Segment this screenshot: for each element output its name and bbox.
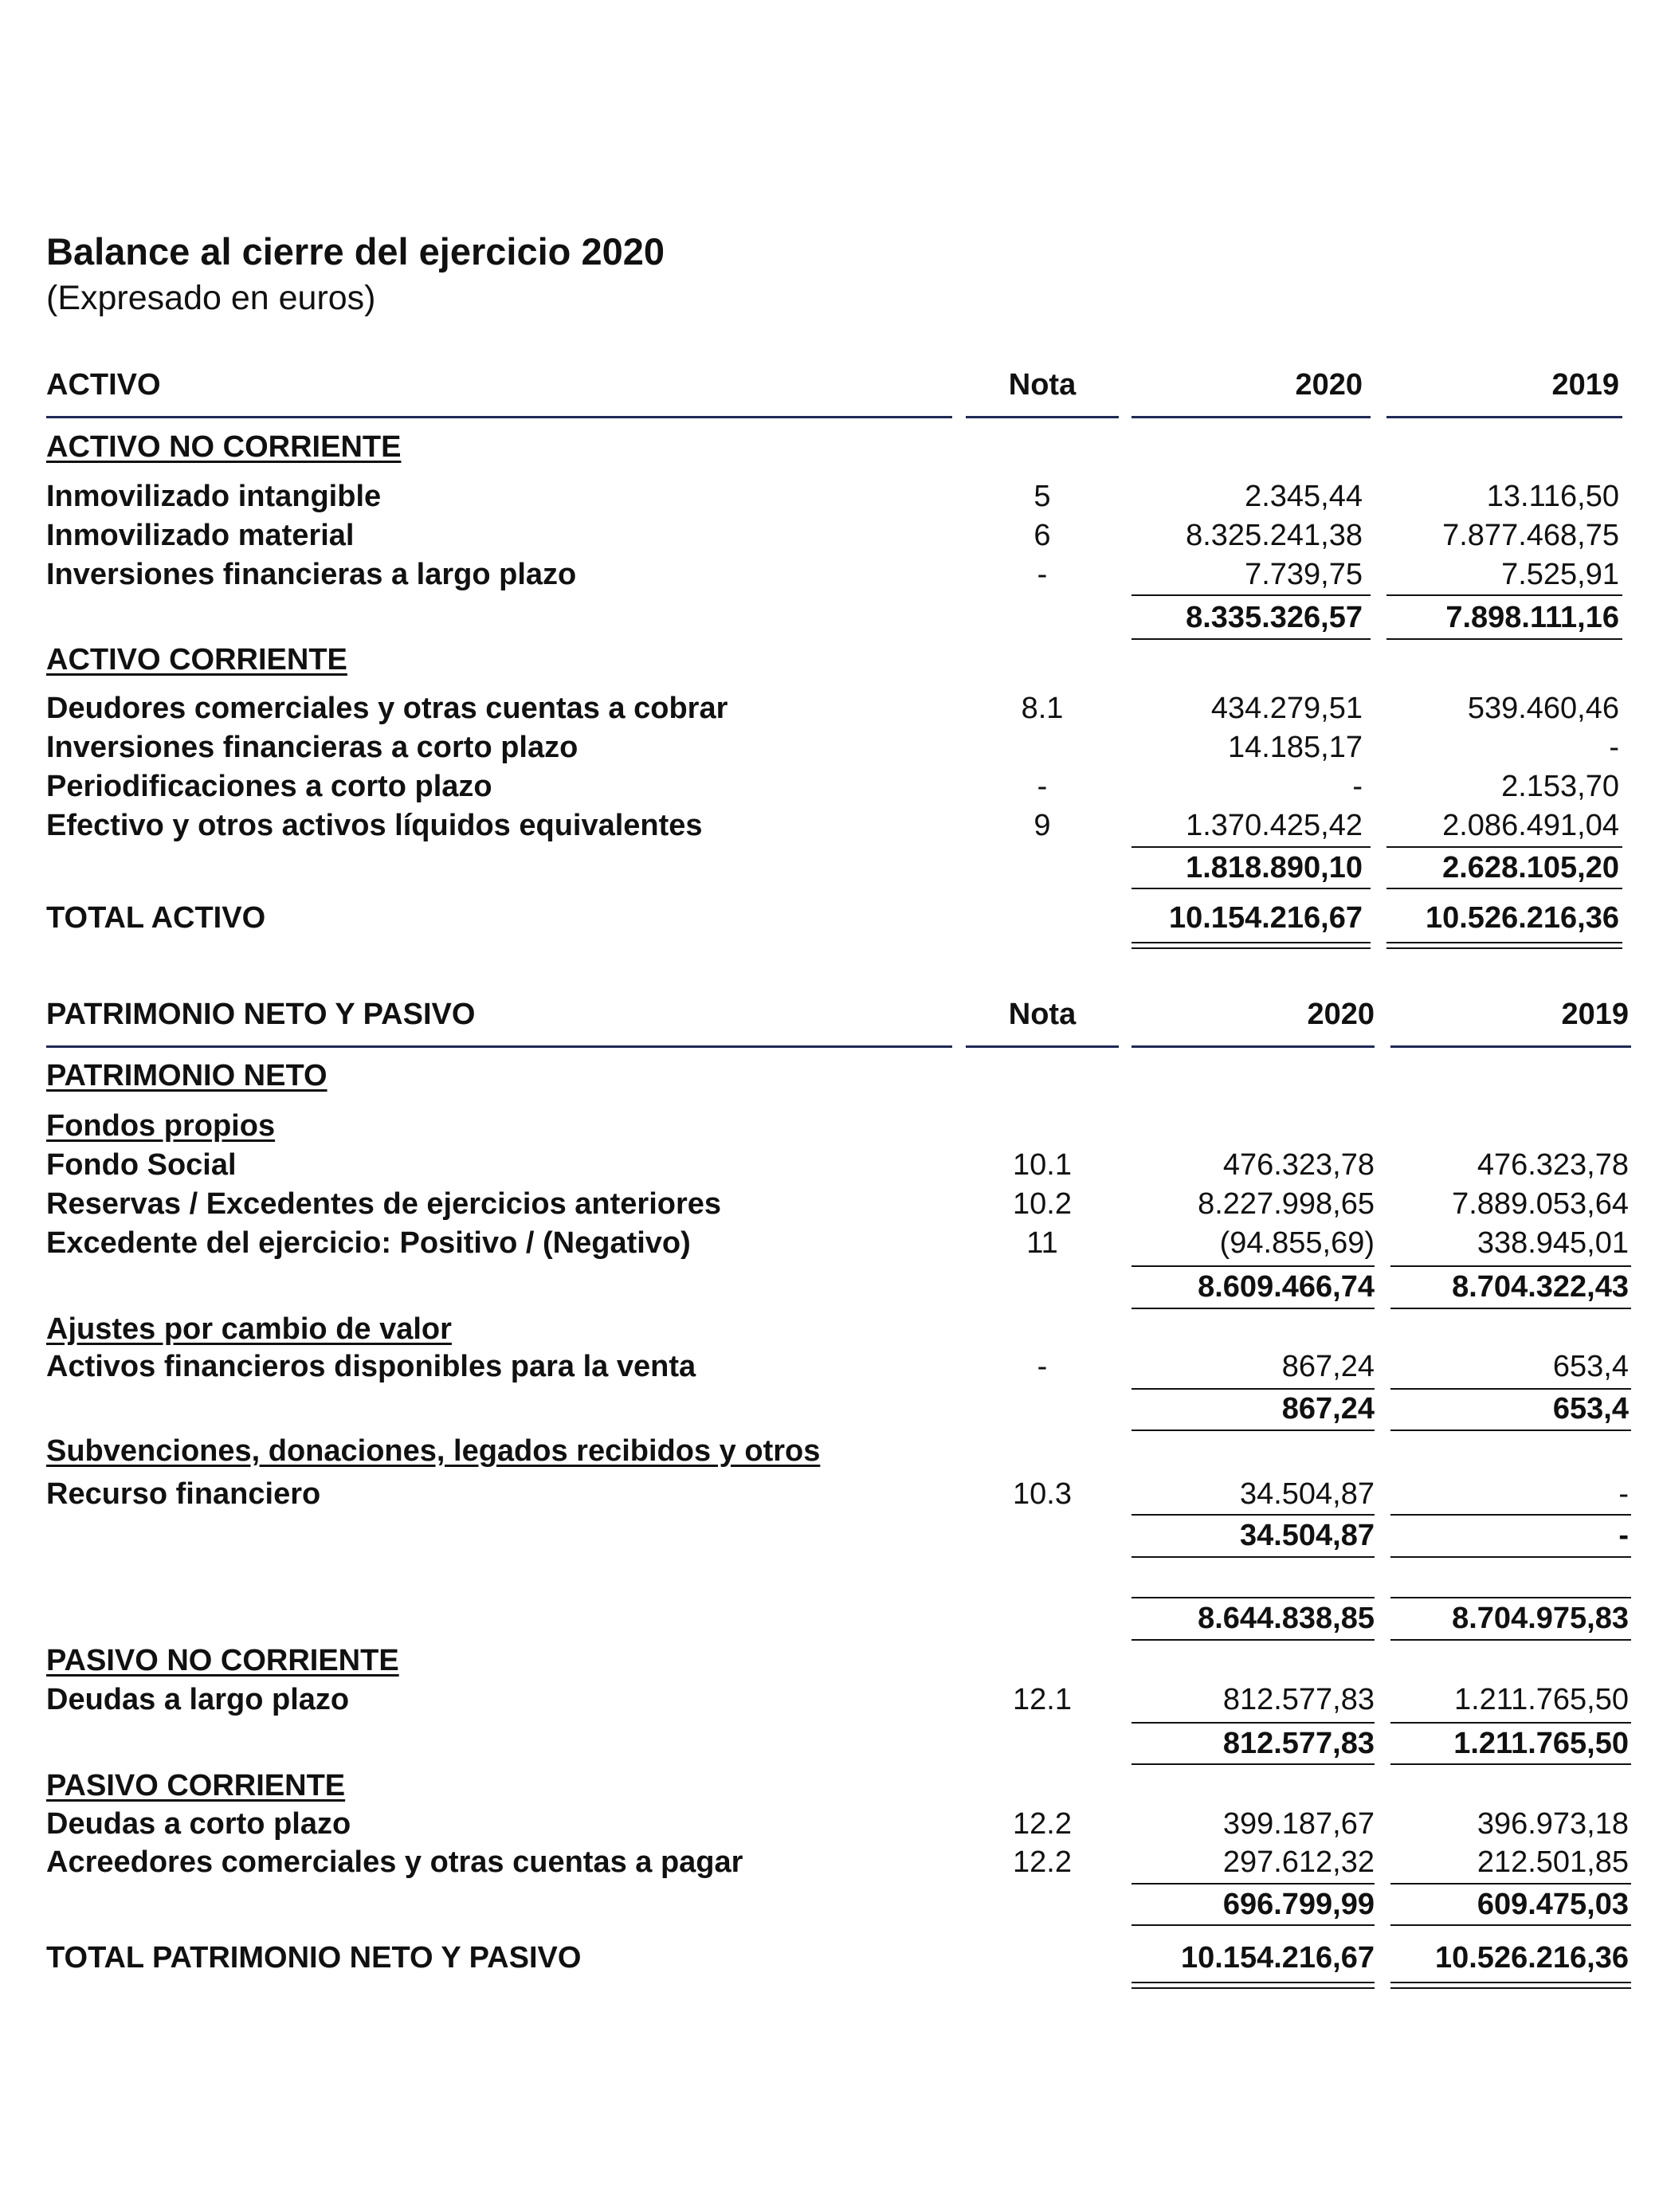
header-rule bbox=[1131, 1045, 1375, 1048]
subtotal-row bbox=[0, 1724, 1659, 1763]
row-nota: 10.3 bbox=[1013, 1477, 1072, 1511]
row-nota: 10.1 bbox=[1013, 1148, 1072, 1182]
subtotal-2019: 8.704.322,43 bbox=[1452, 1270, 1629, 1304]
row-value-2020: 34.504,87 bbox=[1239, 1477, 1375, 1511]
subtotal-underline bbox=[1131, 1924, 1375, 1926]
row-value-2020: 8.325.241,38 bbox=[1186, 519, 1363, 552]
row-value-2019: 338.945,01 bbox=[1477, 1226, 1629, 1260]
header-rule bbox=[966, 1045, 1119, 1048]
section-heading bbox=[0, 1056, 1659, 1096]
row-nota: 12.2 bbox=[1013, 1845, 1072, 1879]
subtotal-underline bbox=[1131, 1556, 1375, 1558]
pasivo-corriente-heading: PASIVO CORRIENTE bbox=[46, 1769, 346, 1802]
row-value-2019: 476.323,78 bbox=[1477, 1148, 1629, 1182]
row-value-2019: 1.211.765,50 bbox=[1453, 1683, 1629, 1716]
table-row bbox=[0, 477, 1659, 516]
table-row bbox=[0, 1680, 1659, 1720]
activo-no-corriente-heading: ACTIVO NO CORRIENTE bbox=[46, 430, 402, 464]
row-value-2019: 7.525,91 bbox=[1501, 558, 1619, 591]
subtotal-2020: 8.609.466,74 bbox=[1198, 1270, 1375, 1304]
pasivo-no-corriente-heading: PASIVO NO CORRIENTE bbox=[46, 1644, 399, 1677]
subtotal-underline bbox=[1131, 1763, 1375, 1765]
row-value-2020: 812.577,83 bbox=[1222, 1683, 1375, 1716]
subtotal-2019: 1.211.765,50 bbox=[1453, 1727, 1629, 1760]
subsection-heading bbox=[0, 1309, 1659, 1349]
table-row bbox=[0, 555, 1659, 594]
subtotal-underline bbox=[1131, 888, 1371, 889]
subsection-heading bbox=[0, 1106, 1659, 1146]
table-row bbox=[0, 1184, 1659, 1224]
total-pasivo-label: TOTAL PATRIMONIO NETO Y PASIVO bbox=[46, 1941, 582, 1975]
subtotal-underline bbox=[1390, 1924, 1631, 1926]
subtotal-2020: 1.818.890,10 bbox=[1186, 851, 1363, 884]
row-value-2020: 297.612,32 bbox=[1222, 1845, 1375, 1879]
row-value-2019: 2.153,70 bbox=[1501, 770, 1619, 803]
section-heading bbox=[0, 640, 1659, 680]
row-label: Activos financieros disponibles para la venta bbox=[46, 1350, 696, 1383]
row-label: Excedente del ejercicio: Positivo / (Negativo) bbox=[46, 1226, 691, 1260]
row-label: Inmovilizado intangible bbox=[46, 480, 382, 513]
total-activo-label: TOTAL ACTIVO bbox=[46, 901, 266, 935]
pasivo-header-label: PATRIMONIO NETO Y PASIVO bbox=[46, 998, 476, 1031]
row-value-2019: 7.889.053,64 bbox=[1452, 1187, 1629, 1221]
table-row bbox=[0, 1804, 1659, 1844]
row-label: Periodificaciones a corto plazo bbox=[46, 770, 492, 803]
double-rule bbox=[1386, 947, 1622, 949]
table-row bbox=[0, 728, 1659, 767]
subtotal-rule bbox=[1131, 594, 1371, 596]
header-rule bbox=[46, 416, 952, 418]
patrimonio-neto-total-row bbox=[0, 1598, 1659, 1638]
table-row bbox=[0, 767, 1659, 806]
section-heading bbox=[0, 1766, 1659, 1806]
subtotal-2020: 867,24 bbox=[1281, 1392, 1375, 1426]
subtotal-2019: 609.475,03 bbox=[1477, 1888, 1629, 1921]
header-rule bbox=[1386, 416, 1622, 418]
nota-header: Nota bbox=[1008, 368, 1077, 402]
total-row bbox=[0, 898, 1659, 938]
row-value-2020: 1.370.425,42 bbox=[1186, 809, 1363, 842]
table-row bbox=[0, 516, 1659, 555]
double-rule bbox=[1131, 947, 1371, 949]
row-value-2019: 2.086.491,04 bbox=[1442, 809, 1619, 842]
header-rule bbox=[1131, 416, 1371, 418]
subtotal-underline bbox=[1390, 1763, 1631, 1765]
row-nota: - bbox=[1037, 558, 1048, 591]
year-2020-header: 2020 bbox=[1307, 998, 1375, 1031]
subsection-heading bbox=[0, 1431, 1659, 1471]
row-label: Recurso financiero bbox=[46, 1477, 321, 1511]
double-rule bbox=[1390, 1982, 1631, 1983]
patrimonio-neto-total-2019: 8.704.975,83 bbox=[1452, 1602, 1629, 1635]
total-row bbox=[0, 1938, 1659, 1978]
total-2020: 10.154.216,67 bbox=[1168, 901, 1363, 935]
row-nota: 6 bbox=[1033, 519, 1051, 552]
header-rule bbox=[966, 416, 1119, 418]
subtotal-row bbox=[0, 1267, 1659, 1307]
table-row bbox=[0, 1223, 1659, 1263]
total-2019: 10.526.216,36 bbox=[1425, 901, 1619, 935]
subtotal-2019: 653,4 bbox=[1552, 1392, 1629, 1426]
row-value-2019: 396.973,18 bbox=[1477, 1807, 1629, 1841]
page-title: Balance al cierre del ejercicio 2020 bbox=[46, 230, 665, 273]
row-value-2019: 212.501,85 bbox=[1477, 1845, 1629, 1879]
activo-header-label: ACTIVO bbox=[46, 368, 161, 402]
row-label: Fondo Social bbox=[46, 1148, 237, 1182]
subtotal-row bbox=[0, 848, 1659, 888]
row-label: Reservas / Excedentes de ejercicios anteriores bbox=[46, 1187, 722, 1221]
subtotal-2019: - bbox=[1618, 1519, 1629, 1552]
row-nota: 11 bbox=[1026, 1226, 1058, 1260]
row-value-2020: 7.739,75 bbox=[1245, 558, 1363, 591]
activo-corriente-heading: ACTIVO CORRIENTE bbox=[46, 643, 347, 677]
double-rule bbox=[1131, 1982, 1375, 1983]
double-rule bbox=[1131, 1987, 1375, 1989]
row-value-2019: - bbox=[1618, 1477, 1629, 1511]
patrimonio-neto-total-2020: 8.644.838,85 bbox=[1198, 1602, 1375, 1635]
ajustes-heading: Ajustes por cambio de valor bbox=[46, 1312, 452, 1346]
double-rule bbox=[1390, 1987, 1631, 1989]
subtotal-row bbox=[0, 1885, 1659, 1924]
double-rule bbox=[1386, 942, 1622, 943]
table-row bbox=[0, 1842, 1659, 1882]
row-value-2020: 476.323,78 bbox=[1222, 1148, 1375, 1182]
row-value-2020: 14.185,17 bbox=[1227, 731, 1363, 764]
header-rule bbox=[46, 1045, 952, 1048]
pasivo-header-row bbox=[0, 994, 1659, 1034]
row-value-2020: (94.855,69) bbox=[1219, 1226, 1375, 1260]
row-value-2019: - bbox=[1609, 731, 1619, 764]
row-value-2019: 539.460,46 bbox=[1467, 692, 1619, 725]
subtotal-2019: 2.628.105,20 bbox=[1442, 851, 1619, 884]
row-value-2019: 653,4 bbox=[1552, 1350, 1629, 1383]
patrimonio-neto-heading: PATRIMONIO NETO bbox=[46, 1059, 327, 1092]
double-rule bbox=[1131, 942, 1371, 943]
subtotal-underline bbox=[1390, 1556, 1631, 1558]
year-2020-header: 2020 bbox=[1295, 368, 1363, 402]
row-label: Inmovilizado material bbox=[46, 519, 355, 552]
row-value-2020: 8.227.998,65 bbox=[1198, 1187, 1375, 1221]
total-2020: 10.154.216,67 bbox=[1180, 1941, 1375, 1975]
row-value-2020: 2.345,44 bbox=[1245, 480, 1363, 513]
subtotal-row bbox=[0, 598, 1659, 637]
subtotal-2020: 8.335.326,57 bbox=[1186, 601, 1363, 634]
row-value-2019: 13.116,50 bbox=[1486, 480, 1619, 513]
table-row bbox=[0, 1474, 1659, 1514]
subtotal-rule bbox=[1386, 594, 1622, 596]
section-heading bbox=[0, 1641, 1659, 1681]
row-value-2020: 434.279,51 bbox=[1210, 692, 1363, 725]
row-nota: - bbox=[1037, 770, 1048, 803]
row-label: Acreedores comerciales y otras cuentas a pagar bbox=[46, 1845, 743, 1879]
row-label: Inversiones financieras a corto plazo bbox=[46, 731, 578, 764]
row-value-2020: 399.187,67 bbox=[1222, 1807, 1375, 1841]
subtotal-2020: 34.504,87 bbox=[1239, 1519, 1375, 1552]
row-nota: 8.1 bbox=[1021, 692, 1064, 725]
table-row bbox=[0, 806, 1659, 845]
nota-header: Nota bbox=[1008, 998, 1077, 1031]
table-row bbox=[0, 1145, 1659, 1185]
row-label: Deudas a largo plazo bbox=[46, 1683, 350, 1716]
header-rule bbox=[1390, 1045, 1631, 1048]
row-nota: 12.2 bbox=[1013, 1807, 1072, 1841]
row-label: Deudores comerciales y otras cuentas a cobrar bbox=[46, 692, 728, 725]
row-value-2019: 7.877.468,75 bbox=[1442, 519, 1619, 552]
subtotal-underline bbox=[1386, 888, 1622, 889]
page-subtitle: (Expresado en euros) bbox=[46, 279, 376, 317]
row-nota: 5 bbox=[1033, 480, 1051, 513]
row-value-2020: - bbox=[1352, 770, 1363, 803]
row-nota: 9 bbox=[1033, 809, 1051, 842]
year-2019-header: 2019 bbox=[1561, 998, 1629, 1031]
activo-header-row bbox=[0, 365, 1659, 405]
section-heading bbox=[0, 427, 1659, 467]
row-label: Inversiones financieras a largo plazo bbox=[46, 558, 577, 591]
row-nota: - bbox=[1037, 1350, 1048, 1383]
subtotal-2020: 696.799,99 bbox=[1222, 1888, 1375, 1921]
row-nota: 12.1 bbox=[1013, 1683, 1072, 1716]
year-2019-header: 2019 bbox=[1551, 368, 1619, 402]
total-2019: 10.526.216,36 bbox=[1434, 1941, 1629, 1975]
row-label: Deudas a corto plazo bbox=[46, 1807, 351, 1841]
subtotal-2019: 7.898.111,16 bbox=[1445, 601, 1619, 634]
table-row bbox=[0, 1347, 1659, 1386]
row-value-2020: 867,24 bbox=[1281, 1350, 1375, 1383]
subtotal-2020: 812.577,83 bbox=[1222, 1727, 1375, 1760]
subvenciones-heading: Subvenciones, donaciones, legados recibidos y otros bbox=[46, 1434, 821, 1468]
table-row bbox=[0, 688, 1659, 728]
row-nota: 10.2 bbox=[1013, 1187, 1072, 1221]
fondos-propios-heading: Fondos propios bbox=[46, 1109, 276, 1143]
row-label: Efectivo y otros activos líquidos equivalentes bbox=[46, 809, 703, 842]
subtotal-row bbox=[0, 1516, 1659, 1555]
subtotal-row bbox=[0, 1389, 1659, 1429]
